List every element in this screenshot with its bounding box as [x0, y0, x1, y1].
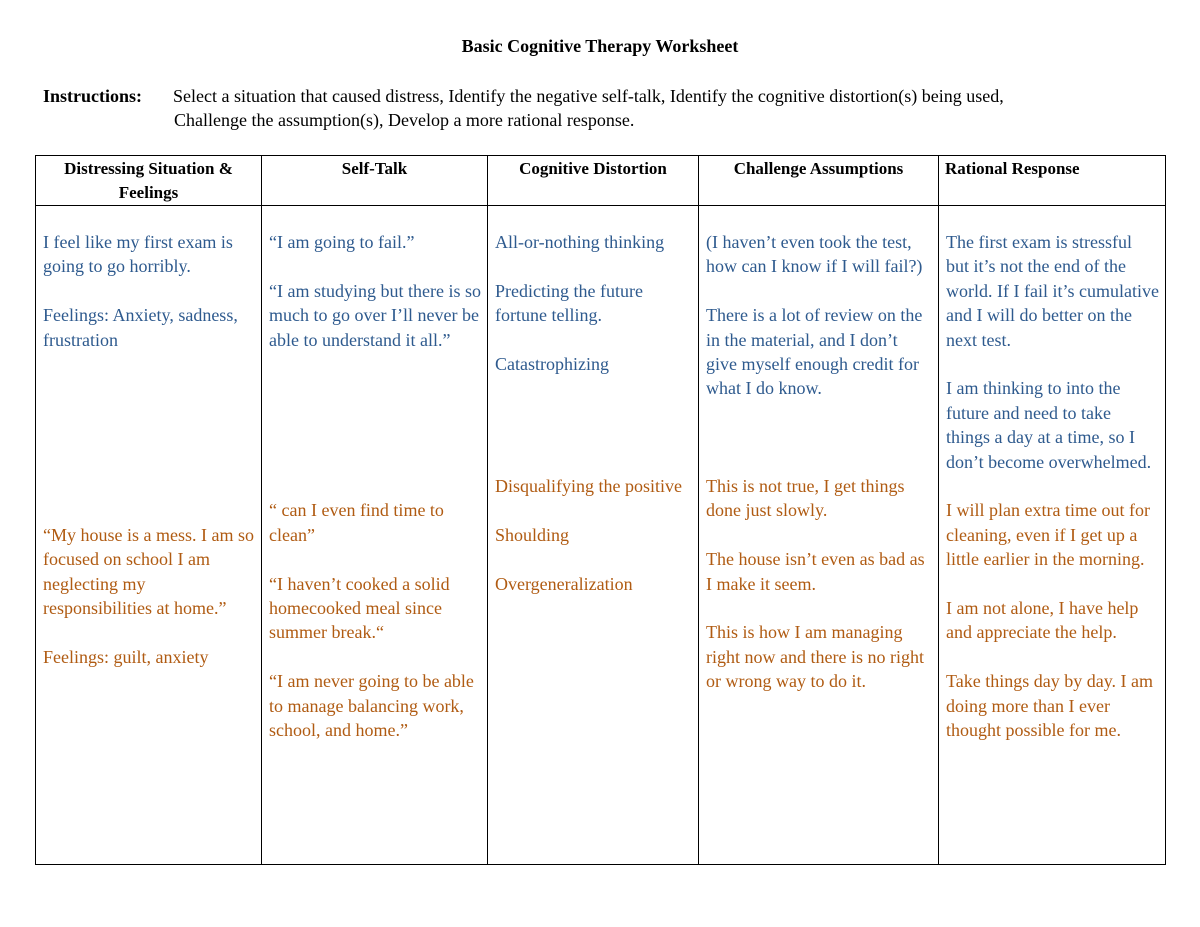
exam-self-talk-2: “I am studying but there is so much to go over I’ll never be able to understand it all.”	[269, 280, 481, 350]
house-rational-2: I am not alone, I have help and appreciate the help.	[946, 598, 1139, 643]
worksheet-title: Basic Cognitive Therapy Worksheet	[461, 36, 739, 56]
house-distortion-2: Shoulding	[495, 524, 570, 545]
exam-challenge-1: (I haven’t even took the test, how can I know if I will fail?)	[706, 232, 923, 277]
exam-rational-1: The first exam is stressful but it’s not the end of the world. If I fail it’s cumulative and I will do better on the next test.	[946, 232, 1159, 350]
header-distortion: Cognitive Distortion	[488, 156, 699, 206]
house-challenge-2: The house isn’t even as bad as I make it seem.	[706, 549, 925, 594]
house-self-talk-2: “I haven’t cooked a solid homecooked meal since summer break.“	[269, 573, 450, 643]
self-talk-cell	[262, 206, 488, 865]
header-self-talk: Self-Talk	[262, 156, 488, 206]
instructions-text-1: Select a situation that caused distress, Identify the negative self-talk, Identify the cognitive distortion(s) being used,	[173, 86, 1004, 106]
house-feelings: Feelings: guilt, anxiety	[43, 646, 209, 667]
exam-self-talk-1: “I am going to fail.”	[269, 232, 415, 252]
rational-cell	[939, 206, 1166, 865]
header-rational: Rational Response	[939, 156, 1166, 206]
exam-distortion-1: All-or-nothing thinking	[495, 232, 665, 252]
house-self-talk-1: “ can I even find time to clean”	[269, 500, 444, 545]
instructions	[43, 84, 1173, 132]
house-situation: “My house is a mess. I am so focused on school I am neglecting my responsibilities at home.”	[43, 524, 254, 618]
house-distortion-1: Disqualifying the positive	[495, 475, 682, 496]
exam-situation: I feel like my first exam is going to go horribly.	[43, 232, 233, 277]
house-rational-1: I will plan extra time out for cleaning, even if I get up a little earlier in the morning.	[946, 500, 1150, 570]
house-distortion-3: Overgeneralization	[495, 573, 633, 594]
exam-rational-2: I am thinking to into the future and need to take things a day at a time, so I don’t become overwhelmed.	[946, 378, 1152, 472]
worksheet-table	[35, 155, 1166, 865]
instructions-label: Instructions:	[43, 86, 143, 106]
house-self-talk-3: “I am never going to be able to manage balancing work, school, and home.”	[269, 671, 474, 740]
header-situation: Distressing Situation & Feelings	[36, 156, 262, 206]
header-challenge: Challenge Assumptions	[699, 156, 939, 206]
content-row	[36, 206, 1166, 865]
instructions-text-2: Challenge the assumption(s), Develop a more rational response.	[174, 110, 635, 130]
situation-cell	[36, 206, 262, 865]
header-row	[36, 156, 1166, 206]
house-challenge-1: This is not true, I get things done just slowly.	[706, 476, 905, 521]
distortion-cell	[488, 206, 699, 865]
instructions-line-1	[43, 84, 1173, 108]
house-challenge-3: This is how I am managing right now and there is no right or wrong way to do it.	[706, 622, 924, 692]
house-rational-3: Take things day by day. I am doing more than I ever thought possible for me.	[946, 671, 1154, 741]
challenge-cell	[699, 206, 939, 865]
exam-feelings: Feelings: Anxiety, sadness, frustration	[43, 305, 238, 350]
exam-distortion-2: Predicting the future fortune telling.	[495, 280, 643, 326]
exam-distortion-3: Catastrophizing	[495, 354, 609, 374]
exam-challenge-2: There is a lot of review on the in the material, and I don’t give myself enough credit for what I do know.	[706, 305, 923, 399]
